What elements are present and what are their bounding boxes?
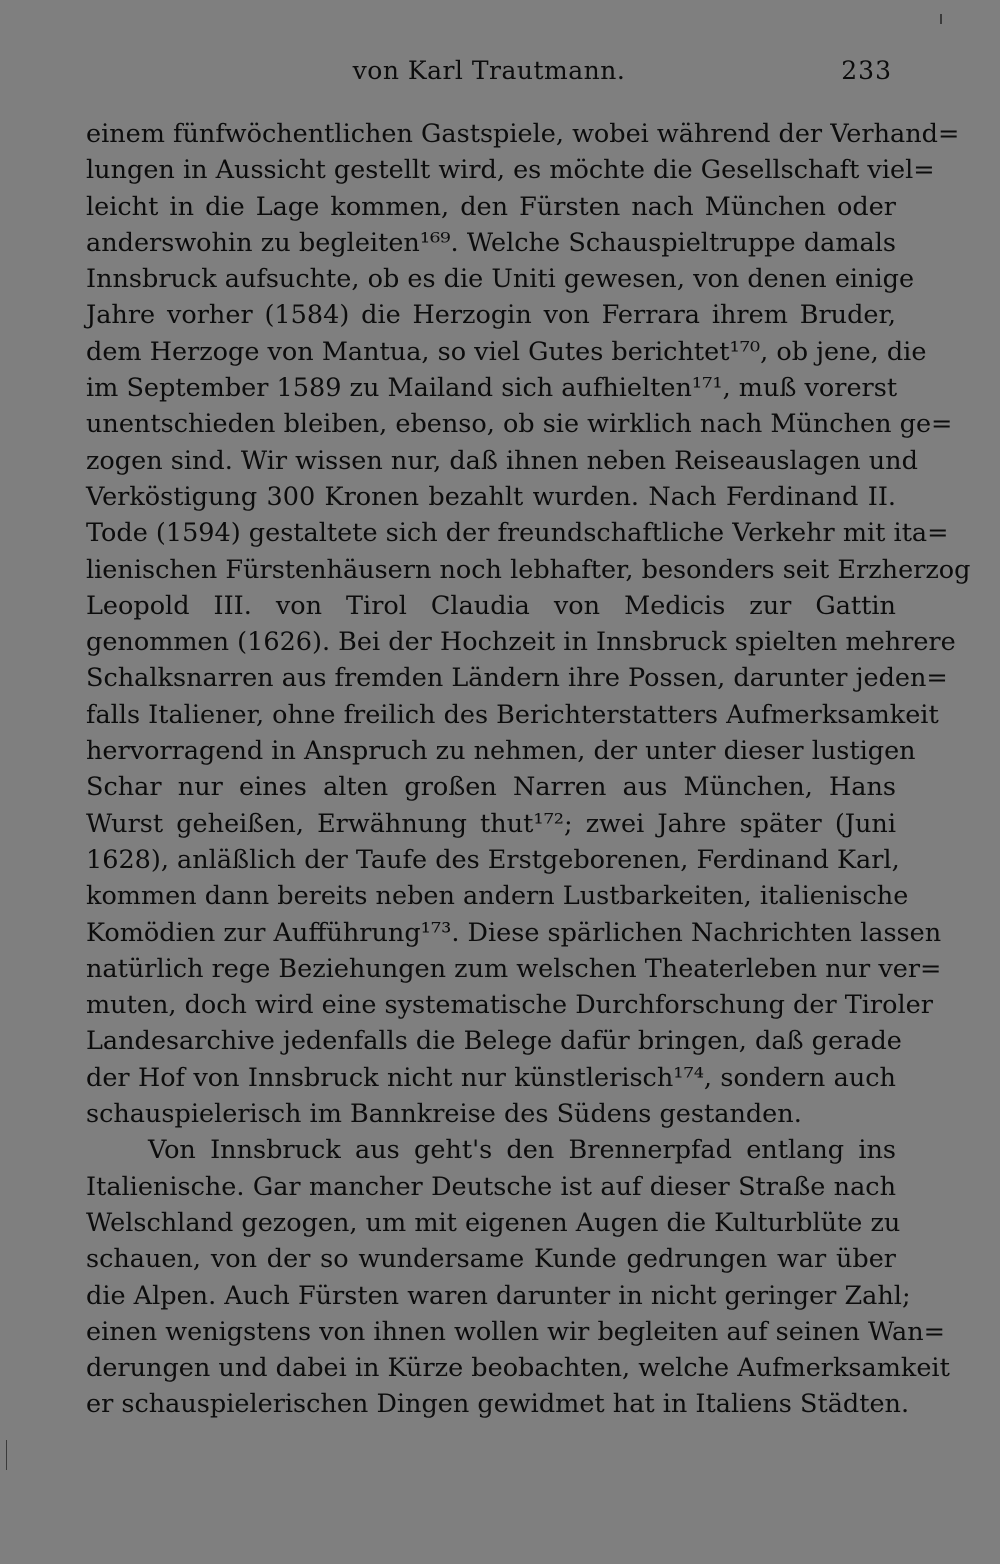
text-line: Leopold III. von Tirol Claudia von Medicis zur Gattin: [86, 590, 896, 621]
text-line: Wurst geheißen, Erwähnung thut¹⁷²; zwei Jahre später (Juni: [86, 808, 896, 839]
text-line: Jahre vorher (1584) die Herzogin von Ferrara ihrem Bruder,: [86, 300, 896, 331]
text-line: leicht in die Lage kommen, den Fürsten nach München oder: [86, 191, 896, 222]
text-line: anderswohin zu begleiten¹⁶⁹. Welche Schauspieltruppe damals: [86, 227, 896, 258]
text-line: Schalksnarren aus fremden Ländern ihre Possen, darunter jeden=: [86, 663, 948, 694]
text-line: Komödien zur Aufführung¹⁷³. Diese spärlichen Nachrichten lassen: [86, 917, 942, 948]
text-line: Italienische. Gar mancher Deutsche ist auf dieser Straße nach: [86, 1171, 896, 1202]
text-line: Von Innsbruck aus geht's den Brennerpfad entlang ins: [148, 1135, 896, 1166]
text-line: kommen dann bereits neben andern Lustbarkeiten, italienische: [86, 881, 909, 912]
text-line: unentschieden bleiben, ebenso, ob sie wirklich nach München ge=: [86, 409, 953, 440]
text-line: Tode (1594) gestaltete sich der freundschaftliche Verkehr mit ita=: [86, 518, 949, 549]
text-line: Verköstigung 300 Kronen bezahlt wurden. Nach Ferdinand II.: [86, 481, 896, 512]
text-line: derungen und dabei in Kürze beobachten, welche Aufmerksamkeit: [86, 1353, 950, 1384]
body-text: [86, 116, 971, 1423]
text-line: schauspielerisch im Bannkreise des Südens gestanden.: [86, 1099, 802, 1130]
running-title: von Karl Trautmann.: [352, 56, 626, 85]
text-line: Landesarchive jedenfalls die Belege dafür bringen, daß gerade: [86, 1026, 902, 1057]
text-line: 1628), anläßlich der Taufe des Erstgeborenen, Ferdinand Karl,: [86, 844, 900, 875]
text-line: schauen, von der so wundersame Kunde gedrungen war über: [86, 1244, 896, 1275]
page-number: 233: [841, 56, 892, 85]
text-line: Schar nur eines alten großen Narren aus München, Hans: [86, 772, 896, 803]
text-line: Innsbruck aufsuchte, ob es die Uniti gewesen, von denen einige: [86, 264, 915, 295]
text-line: er schauspielerischen Dingen gewidmet hat in Italiens Städten.: [86, 1389, 910, 1420]
text-line: die Alpen. Auch Fürsten waren darunter in nicht geringer Zahl;: [86, 1280, 911, 1311]
text-line: einem fünfwöchentlichen Gastspiele, wobei während der Verhand=: [86, 119, 960, 149]
text-line: dem Herzoge von Mantua, so viel Gutes berichtet¹⁷⁰, ob jene, die: [86, 336, 927, 367]
text-line: muten, doch wird eine systematische Durchforschung der Tiroler: [86, 990, 933, 1021]
text-line: hervorragend in Anspruch zu nehmen, der unter dieser lustigen: [86, 736, 916, 767]
scan-edge-mark: [940, 14, 942, 24]
text-line: falls Italiener, ohne freilich des Berichterstatters Aufmerksamkeit: [86, 699, 939, 730]
scan-edge-mark: [6, 1440, 7, 1470]
text-line: Welschland gezogen, um mit eigenen Augen die Kulturblüte zu: [86, 1207, 901, 1238]
text-line: zogen sind. Wir wissen nur, daß ihnen neben Reiseauslagen und: [86, 445, 918, 476]
text-line: lienischen Fürstenhäusern noch lebhafter, besonders seit Erzherzog: [86, 554, 971, 585]
text-line: einen wenigstens von ihnen wollen wir begleiten auf seinen Wan=: [86, 1316, 945, 1347]
text-line: der Hof von Innsbruck nicht nur künstlerisch¹⁷⁴, sondern auch: [86, 1062, 896, 1093]
text-line: genommen (1626). Bei der Hochzeit in Innsbruck spielten mehrere: [86, 627, 956, 658]
text-line: lungen in Aussicht gestellt wird, es möchte die Gesellschaft viel=: [86, 155, 935, 186]
text-line: natürlich rege Beziehungen zum welschen Theaterleben nur ver=: [86, 953, 942, 984]
running-head: [86, 56, 892, 90]
text-line: im September 1589 zu Mailand sich aufhielten¹⁷¹, muß vorerst: [86, 373, 898, 404]
